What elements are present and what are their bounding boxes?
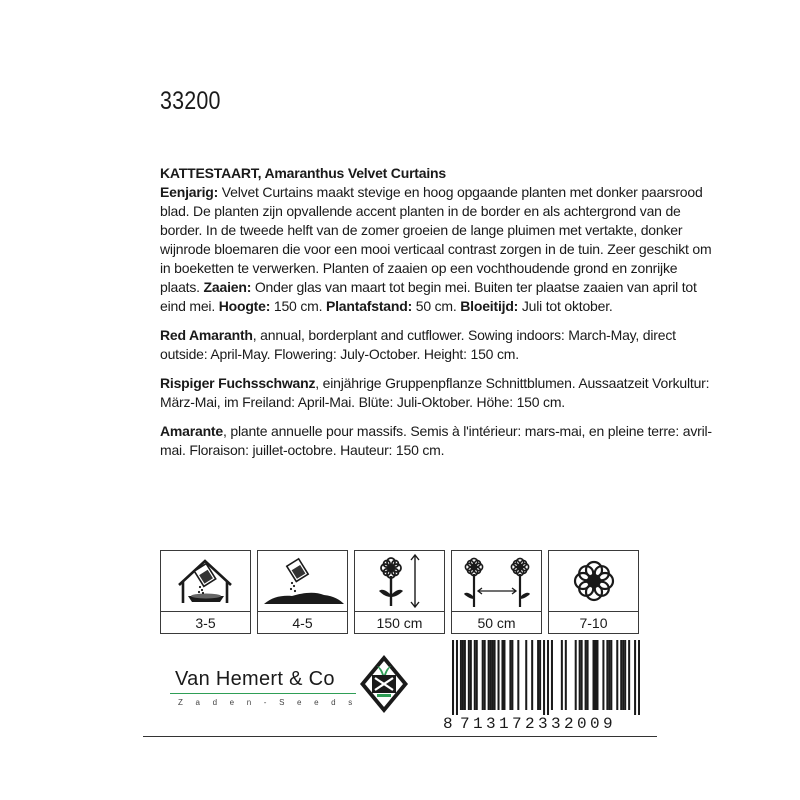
plant-spacing-label: 50 cm xyxy=(477,615,516,631)
barcode-bar xyxy=(511,640,513,710)
dutch-title: KATTESTAART, Amaranthus Velvet Curtains xyxy=(160,165,446,181)
barcode-bar xyxy=(628,640,630,710)
plant-height-box xyxy=(354,550,445,634)
barcode-bar xyxy=(517,640,519,710)
barcode-bar xyxy=(616,640,618,710)
german-name: Rispiger Fuchsschwanz xyxy=(160,375,316,391)
dutch-type-label: Eenjarig: xyxy=(160,184,219,200)
barcode-bar xyxy=(460,640,462,710)
brand-underline xyxy=(170,693,356,694)
barcode-bar xyxy=(537,640,539,710)
dutch-spacing-text: 50 cm. xyxy=(412,298,461,314)
barcode-bar xyxy=(525,640,527,710)
plant-height-icon xyxy=(355,551,446,611)
barcode-bar xyxy=(610,640,612,710)
barcode-bar xyxy=(587,640,589,710)
barcode-bar xyxy=(622,640,624,710)
barcode-bar xyxy=(490,640,492,710)
flowering-box xyxy=(548,550,639,634)
german-text: , einjährige Gruppenpflanze Schnittblumen. Aussaatzeit Vorkultur: März-Mai, im Freiland: April-Mai. Blüte: Juli-Oktober. Höhe: 150 cm. xyxy=(160,375,710,410)
barcode-bar xyxy=(593,640,595,710)
barcode-bar xyxy=(624,640,626,710)
barcode-bar xyxy=(638,640,640,715)
barcode-bar xyxy=(482,640,484,710)
plant-spacing-icon xyxy=(452,551,543,611)
sow-indoors-box xyxy=(160,550,251,634)
dutch-bloom-label: Bloeitijd: xyxy=(460,298,519,314)
barcode-first-digit: 8 xyxy=(443,715,453,733)
barcode-bar xyxy=(608,640,610,710)
barcode-bar xyxy=(634,640,636,715)
barcode-bar xyxy=(602,640,604,710)
sow-indoors-icon xyxy=(161,551,252,611)
barcode-bar xyxy=(498,640,500,710)
flowering-icon xyxy=(549,551,640,611)
flowering-label: 7-10 xyxy=(579,615,608,631)
icon-divider xyxy=(452,611,541,612)
barcode-bar xyxy=(501,640,503,710)
english-description xyxy=(160,326,715,364)
sow-outdoors-box xyxy=(257,550,348,634)
barcode-bar xyxy=(462,640,464,710)
barcode-icon xyxy=(452,640,640,715)
barcode-bar xyxy=(547,640,549,715)
barcode-bar xyxy=(509,640,511,710)
dutch-height-text: 150 cm. xyxy=(270,298,326,314)
barcode-bar xyxy=(484,640,486,710)
brand-emblem-icon xyxy=(358,653,410,715)
barcode-bar xyxy=(581,640,583,710)
barcode-bar xyxy=(464,640,466,710)
sow-outdoors-icon xyxy=(258,551,349,611)
barcode-bar xyxy=(531,640,533,710)
icon-divider xyxy=(549,611,638,612)
barcode-bar xyxy=(565,640,567,710)
barcode-bar xyxy=(551,640,553,710)
barcode-bar xyxy=(474,640,476,710)
icon-divider xyxy=(161,611,250,612)
french-description xyxy=(160,422,715,460)
barcode-bar xyxy=(606,640,608,710)
bottom-divider xyxy=(143,736,657,737)
barcode-bar xyxy=(456,640,458,715)
dutch-sow-text: Onder glas van maart tot begin mei. Buiten ter plaatse zaaien van april tot eind mei. xyxy=(160,279,697,314)
dutch-bloom-text: Juli tot oktober. xyxy=(518,298,613,314)
barcode-bar xyxy=(539,640,541,710)
barcode-bar xyxy=(596,640,598,710)
barcode-bar xyxy=(476,640,478,710)
barcode-bar xyxy=(585,640,587,710)
barcode-bar xyxy=(492,640,494,710)
dutch-description-text: Velvet Curtains maakt stevige en hoog opgaande planten met donker paarsrood blad. De planten zijn opvallende accent planten in de border en als achtergrond van de border. In de tweede helft van de zomer groeien de lange pluimen met vertakte, donker wijnrode bloemaren die voor een mooi verticaal contrast zorgen in de tuin. Zeer geschikt om in boeketten te verwerken. Planten of zaaien op een vochthoudende grond en zonrijke plaats. xyxy=(160,184,712,295)
german-description xyxy=(160,374,715,412)
english-name: Red Amaranth xyxy=(160,327,253,343)
barcode-bar xyxy=(468,640,470,710)
barcode-bar xyxy=(488,640,490,710)
barcode-bar xyxy=(494,640,496,710)
barcode-bar xyxy=(543,640,545,715)
icon-divider xyxy=(258,611,347,612)
brand-tagline: Z a d e n - S e e d s xyxy=(178,698,358,707)
barcode-bar xyxy=(561,640,563,710)
icon-divider xyxy=(355,611,444,612)
dutch-spacing-label: Plantafstand: xyxy=(325,298,413,314)
sow-indoors-label: 3-5 xyxy=(195,615,216,631)
english-text: , annual, borderplant and cutflower. Sowing indoors: March-May, direct outside: April-May. Flowering: July-October. Height: 150 cm. xyxy=(160,327,676,362)
dutch-sow-label: Zaaien: xyxy=(203,279,252,295)
barcode-bar xyxy=(452,640,454,715)
dutch-height-label: Hoogte: xyxy=(218,298,271,314)
plant-height-label: 150 cm xyxy=(376,615,423,631)
barcode-bar xyxy=(579,640,581,710)
french-name: Amarante xyxy=(160,423,223,439)
brand-name: Van Hemert & Co xyxy=(175,668,335,690)
product-code: 33200 xyxy=(160,87,221,115)
dutch-description xyxy=(160,164,715,316)
barcode-bar xyxy=(620,640,622,710)
description-block xyxy=(160,164,715,470)
sow-outdoors-label: 4-5 xyxy=(292,615,313,631)
plant-spacing-box xyxy=(451,550,542,634)
barcode-bar xyxy=(594,640,596,710)
french-text: , plante annuelle pour massifs. Semis à l'intérieur: mars-mai, en pleine terre: avril-mai. Floraison: juillet-octobre. Hauteur: 150 cm. xyxy=(160,423,712,458)
barcode-bar xyxy=(575,640,577,710)
barcode-bar xyxy=(470,640,472,710)
barcode-digits: 713172332009 xyxy=(460,715,617,733)
barcode-bar xyxy=(503,640,505,710)
